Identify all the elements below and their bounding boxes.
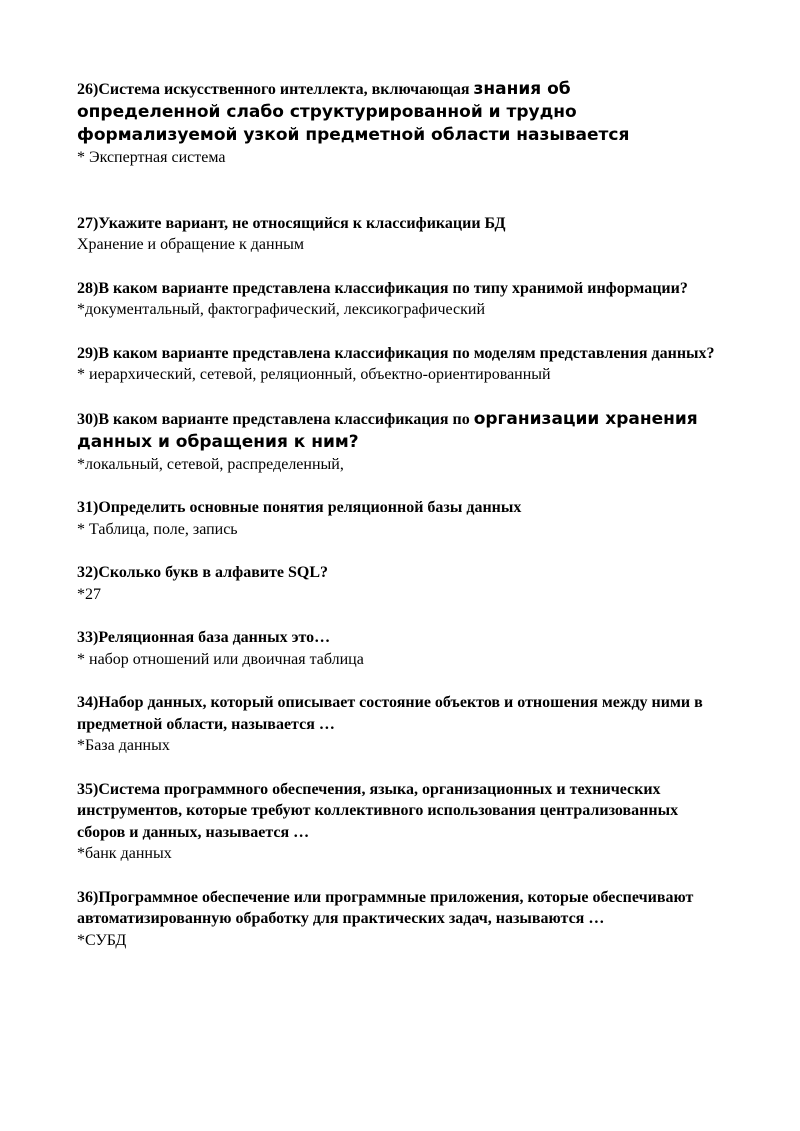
question-list [77,78,717,973]
answer-text: * Таблица, поле, запись [77,520,238,538]
answer-text: * набор отношений или двоичная таблица [77,650,364,668]
question-text: 34)Набор данных, который описывает состояние объектов и отношения между ними в предметной области, называется … [77,694,703,733]
answer-text: * иерархический, сетевой, реляционный, объектно-ориентированный [77,366,551,383]
question-text: 33)Реляционная база данных это… [77,629,331,646]
question-text-sans: знания об определенной слабо структурированной и трудно формализуемой узкой предметной области называется [77,79,630,145]
question-item-33 [77,627,717,670]
answer-text: * Экспертная система [77,149,226,166]
question-text: 32)Сколько букв в алфавите SQL? [77,564,329,581]
answer-text: *банк данных [77,845,172,862]
question-text-sans: организации хранения данных и обращения к ним? [77,408,698,452]
question-text [77,78,717,147]
question-text: 27)Укажите вариант, не относящийся к классификации БД [77,214,506,232]
question-item-34 [77,692,717,757]
question-item-32 [77,562,717,605]
question-item-29 [77,343,717,386]
question-item-31 [77,497,717,540]
answer-text: *База данных [77,737,170,754]
question-item-26 [77,78,717,169]
question-item-27 [77,213,717,256]
answer-text: Хранение и обращение к данным [77,236,305,253]
answer-text: *27 [77,585,101,603]
answer-text: *документальный, фактографический, лексикографический [77,301,486,318]
question-text [77,408,717,454]
answer-text: *локальный, сетевой, распределенный, [77,455,344,473]
question-text: 36)Программное обеспечение или программные приложения, которые обеспечивают автоматизированную обработку для практических задач, называются … [77,888,694,927]
question-item-35 [77,779,717,865]
question-text-serif: 30)В каком варианте представлена классификация по [77,410,474,428]
question-text: 29)В каком варианте представлена классификация по моделям представления данных? [77,344,715,362]
question-text-serif: 26)Система искусственного интеллекта, включающая [77,81,474,98]
question-item-36 [77,887,717,952]
question-text: 28)В каком варианте представлена классификация по типу хранимой информации? [77,279,688,297]
question-text: 31)Определить основные понятия реляционной базы данных [77,499,522,516]
answer-text: *СУБД [77,931,127,949]
question-item-28 [77,278,717,321]
question-text: 35)Система программного обеспечения, языка, организационных и технических инструментов, которые требуют коллективного использования централизованных сборов и данных, называется … [77,780,679,841]
question-item-30 [77,408,717,476]
